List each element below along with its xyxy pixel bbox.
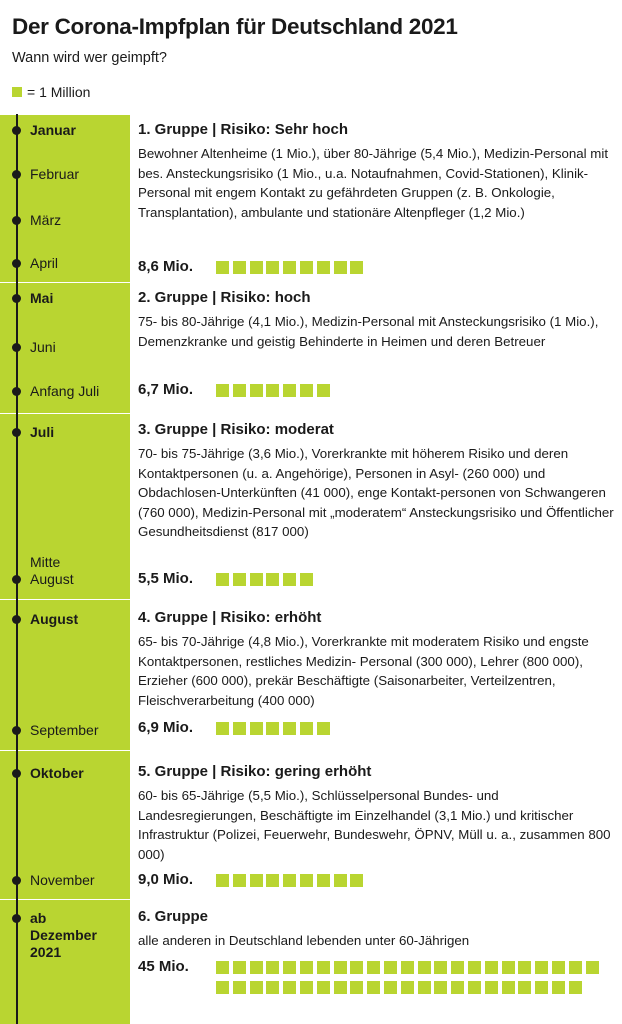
million-square [216,874,229,887]
legend [12,83,90,101]
group-total-label: 6,7 Mio. [138,381,194,398]
timeline-dot-icon [12,428,21,437]
million-square [300,573,313,586]
million-square [300,261,313,274]
timeline-month-label: Februar [30,166,80,182]
timeline-dot-icon [12,343,21,352]
group-description: 65- bis 70-Jährige (4,8 Mio.), Vorerkrankte mit moderatem Risiko und engste Kontaktpersonen, restliches Medizin- Personal (300 000), Lehrer (800 000), Erzieher (600 000), prekär Beschäftigte (Saisonarbeiter, Verteilzentren, Fleischverarbeitung (400 000) [138,634,589,708]
million-squares-bar [216,384,616,404]
timeline-month-label: ab Dezember 2021 [30,910,97,960]
million-square [266,874,279,887]
million-square [535,961,548,974]
timeline-dot-icon [12,876,21,885]
group-title: 6. Gruppe [138,908,209,925]
million-square [569,961,582,974]
timeline-dot-icon [12,914,21,923]
million-square [266,961,279,974]
timeline-dot-icon [12,126,21,135]
million-square [266,981,279,994]
group-description: Bewohner Altenheime (1 Mio.), über 80-Jährige (5,4 Mio.), Medizin-Personal mit bes. Ansteckungsrisiko (1 Mio., u.a. Notaufnahmen, Covid-Stationen), Klinik-Personal mit engem Kontakt zu gefährdeten Gruppen (z. B. Onkologie, Transplantation), ambulante und stationäre Altenpfleger (1,2 Mio.) [138,146,609,220]
million-square [367,961,380,974]
million-squares-bar [216,961,616,1000]
group-description: alle anderen in Deutschland lebenden unter 60-Jährigen [138,933,470,948]
group-title: 3. Gruppe | Risiko: moderat [138,421,334,438]
million-square [283,981,296,994]
million-square [233,261,246,274]
group-total-label: 45 Mio. [138,958,189,975]
million-square [266,261,279,274]
timeline-month-label: Januar [30,122,76,138]
million-square [283,573,296,586]
million-square [250,573,263,586]
million-square [300,722,313,735]
page-subtitle: Wann wird wer geimpft? [12,50,167,66]
million-square [367,981,380,994]
million-square [334,981,347,994]
timeline-month-label: Juni [30,339,56,355]
million-square [434,961,447,974]
million-square [216,981,229,994]
million-square [502,981,515,994]
section-separator [0,599,622,600]
million-square [418,961,431,974]
group-description: 75- bis 80-Jährige (4,1 Mio.), Medizin-Personal mit Ansteckungsrisiko (1 Mio.), Demenzkranke und geistig Behinderte in Heimen und deren Betreuer [138,314,599,349]
million-square [384,981,397,994]
timeline-month-label: Mitte August [30,554,74,587]
million-square [317,384,330,397]
million-square [401,961,414,974]
million-square [233,961,246,974]
timeline-dot-icon [12,726,21,735]
group-description: 70- bis 75-Jährige (3,6 Mio.), Vorerkrankte mit höherem Risiko und deren Kontaktpersonen (u. a. Angehörige), Personen in Asyl- (260 000) und Obdachlosen-Unterkünften (41 000), enge Kontakt-personen von Schwangeren (760 000), Medizin-Personal mit „moderatem“ Ansteckungsrisiko und Öffentlicher Gesundheitsdienst (817 000) [138,446,614,539]
million-square [535,981,548,994]
group-description: 60- bis 65-Jährige (5,5 Mio.), Schlüsselpersonal Bundes- und Landesregierungen, Beschäftigte im Einzelhandel (3,1 Mio.) und kritischer Infrastruktur (Polizei, Feuerwehr, Bundeswehr, ÖPNV, Müll u. a., zusammen 800 000) [138,788,611,862]
million-square [216,961,229,974]
million-square [216,722,229,735]
million-square [283,874,296,887]
million-square [518,961,531,974]
million-square [468,961,481,974]
timeline-month-label: Juli [30,424,55,440]
million-square [283,961,296,974]
timeline-month-label: März [30,212,62,228]
million-square [300,384,313,397]
million-square [350,981,363,994]
million-square [350,874,363,887]
million-square [384,961,397,974]
million-squares-bar [216,722,616,742]
section-separator [0,413,622,414]
section-separator [0,114,622,115]
section-separator [0,750,622,751]
million-square [518,981,531,994]
timeline-dot-icon [12,387,21,396]
legend-square-icon [12,87,22,97]
million-square [216,261,229,274]
timeline-dot-icon [12,294,21,303]
million-square [317,874,330,887]
million-square [250,961,263,974]
section-separator [0,899,622,900]
million-square [266,573,279,586]
timeline-dot-icon [12,769,21,778]
million-square [233,573,246,586]
million-square [250,874,263,887]
timeline-month-label: September [30,722,99,738]
million-square [233,874,246,887]
million-square [300,981,313,994]
million-square [350,961,363,974]
timeline-month-label: Mai [30,290,54,306]
group-title: 5. Gruppe | Risiko: gering erhöht [138,763,372,780]
million-square [401,981,414,994]
million-square [250,981,263,994]
million-square [485,981,498,994]
timeline-line [16,114,18,1024]
group-total-label: 6,9 Mio. [138,719,194,736]
group-total-label: 9,0 Mio. [138,871,194,888]
million-square [317,981,330,994]
million-square [334,874,347,887]
million-square [350,261,363,274]
million-square [334,261,347,274]
timeline-dot-icon [12,170,21,179]
group-title: 2. Gruppe | Risiko: hoch [138,289,311,306]
section-separator [0,282,622,283]
timeline-month-label: Anfang Juli [30,383,100,399]
million-square [586,961,599,974]
million-square [317,961,330,974]
legend-label: = 1 Million [27,84,91,100]
million-square [418,981,431,994]
million-square [451,961,464,974]
timeline-month-label: Oktober [30,765,84,781]
million-squares-bar [216,874,616,894]
million-squares-bar [216,573,616,593]
million-square [283,261,296,274]
timeline-dot-icon [12,575,21,584]
timeline-dot-icon [12,615,21,624]
million-square [250,384,263,397]
million-square [266,722,279,735]
timeline-month-label: April [30,255,59,271]
million-square [266,384,279,397]
group-total-label: 5,5 Mio. [138,570,194,587]
million-square [233,384,246,397]
million-square [451,981,464,994]
group-total-label: 8,6 Mio. [138,258,194,275]
million-square [502,961,515,974]
timeline-dot-icon [12,216,21,225]
million-square [250,722,263,735]
million-square [485,961,498,974]
group-title: 4. Gruppe | Risiko: erhöht [138,609,322,626]
million-square [334,961,347,974]
million-square [569,981,582,994]
million-square [233,981,246,994]
million-square [317,722,330,735]
million-square [468,981,481,994]
million-square [216,384,229,397]
million-squares-bar [216,261,616,281]
group-title: 1. Gruppe | Risiko: Sehr hoch [138,121,349,138]
million-square [317,261,330,274]
million-square [283,722,296,735]
million-square [434,981,447,994]
timeline-month-label: August [30,611,79,627]
million-square [250,261,263,274]
million-square [233,722,246,735]
million-square [300,874,313,887]
timeline-month-label: November [30,872,95,888]
timeline-dot-icon [12,259,21,268]
page-title: Der Corona-Impfplan für Deutschland 2021 [12,14,458,39]
million-square [300,961,313,974]
million-square [216,573,229,586]
million-square [283,384,296,397]
million-square [552,981,565,994]
million-square [552,961,565,974]
